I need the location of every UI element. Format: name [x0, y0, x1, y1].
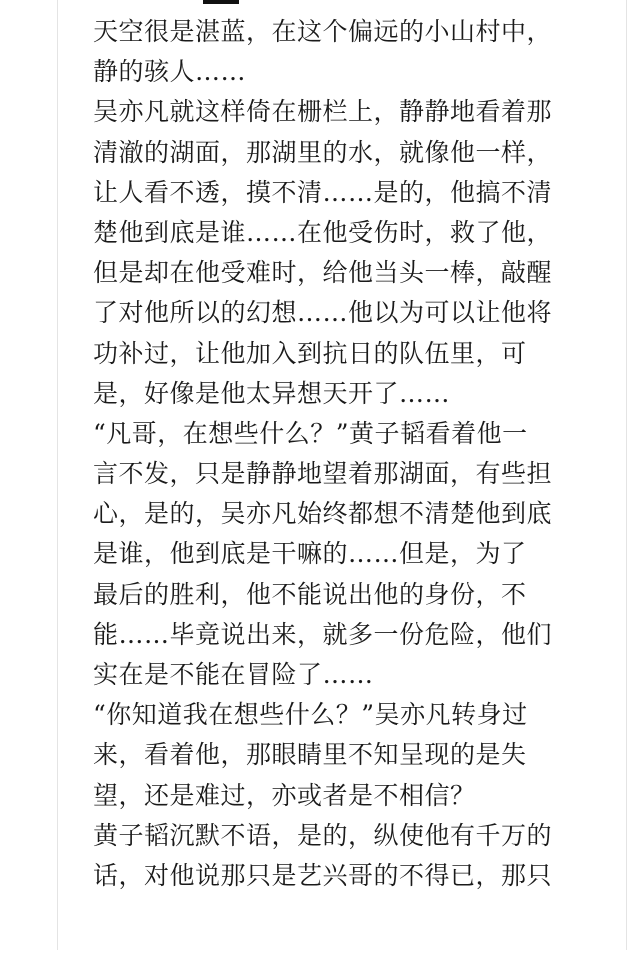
text-line: 是谁，他到底是干嘛的……但是，为了 — [93, 539, 527, 569]
text-line: 了对他所以的幻想……他以为可以让他将 — [93, 298, 553, 328]
story-text-body — [93, 12, 613, 896]
text-line: “你知道我在想些什么？”吴亦凡转身过 — [93, 700, 528, 730]
text-line: 楚他到底是谁……在他受伤时，救了他， — [93, 217, 553, 247]
text-line: 让人看不透，摸不清……是的，他搞不清 — [93, 177, 553, 207]
text-line: 心，是的，吴亦凡始终都想不清楚他到底 — [93, 499, 553, 529]
text-line: 实在是不能在冒险了…… — [93, 660, 374, 689]
text-line: 清澈的湖面，那湖里的水，就像他一样， — [93, 137, 553, 167]
text-line: 来，看着他，那眼睛里不知呈现的是失 — [93, 740, 527, 770]
text-line: 话，对他说那只是艺兴哥的不得已，那只 — [93, 860, 553, 890]
text-line: 最后的胜利，他不能说出他的身份，不 — [93, 579, 527, 609]
text-line: “凡哥，在想些什么？”黄子韬看着他一 — [93, 418, 528, 448]
text-line: 能……毕竟说出来，就多一份危险，他们 — [93, 619, 553, 649]
text-line: 功补过，让他加入到抗日的队伍里，可 — [93, 338, 527, 368]
text-line: 天空很是湛蓝，在这个偏远的小山村中， — [93, 17, 553, 46]
page-bottom-edge — [0, 950, 640, 956]
text-line: 黄子韬沉默不语，是的，纵使他有千万的 — [93, 820, 553, 850]
text-line: 言不发，只是静静地望着那湖面，有些担 — [93, 459, 553, 489]
text-line: 静的骇人…… — [93, 57, 247, 87]
text-line: 吴亦凡就这样倚在栅栏上，静静地看着那 — [93, 97, 553, 127]
text-line: 望，还是难过，亦或者是不相信？ — [93, 780, 476, 810]
text-line: 是，好像是他太异想天开了…… — [93, 378, 451, 408]
right-margin-rule — [626, 0, 627, 956]
text-line: 但是却在他受难时，给他当头一棒，敲醒 — [93, 258, 553, 288]
scroll-indicator-bar — [203, 0, 239, 4]
left-margin-rule — [57, 0, 58, 956]
